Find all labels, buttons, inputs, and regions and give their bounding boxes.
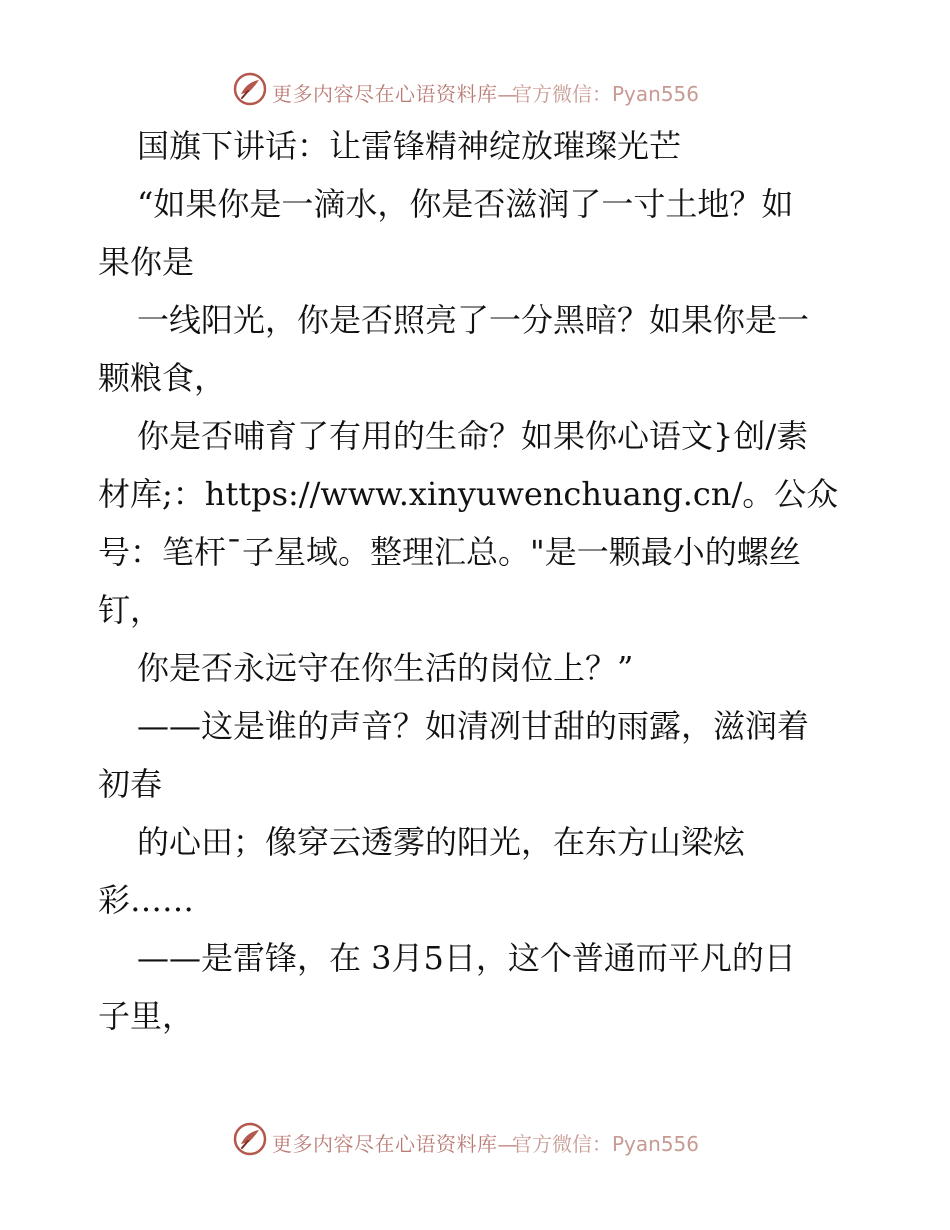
pen-logo-icon bbox=[233, 1122, 267, 1156]
text-line: 号：笔杆¯子星域。整理汇总。"是一颗最小的螺丝 bbox=[98, 533, 801, 571]
text-line: 彩…… bbox=[98, 881, 195, 919]
header-wechat-text: 官方微信：Pyan556 bbox=[512, 82, 700, 106]
document-title: 国旗下讲话：让雷锋精神绽放璀璨光芒 bbox=[137, 127, 682, 165]
text-line: 材库;：https://www.xinyuwenchuang.cn/。公众 bbox=[98, 475, 839, 513]
footer-watermark-banner bbox=[0, 1120, 950, 1160]
text-line: 你是否永远守在你生活的岗位上？” bbox=[137, 649, 634, 687]
text-line: 你是否哺育了有用的生命？如果你心语文}创/素 bbox=[137, 417, 809, 455]
header-banner-text: 更多内容尽在心语资料库— bbox=[272, 82, 518, 106]
text-line: 一线阳光，你是否照亮了一分黑暗？如果你是一 bbox=[137, 301, 810, 339]
text-line: ——这是谁的声音？如清冽甘甜的雨露，滋润着 bbox=[137, 707, 810, 745]
text-line: 果你是 bbox=[98, 243, 195, 281]
text-line: “如果你是一滴水，你是否滋润了一寸土地？如 bbox=[137, 185, 794, 223]
footer-banner-text: 更多内容尽在心语资料库— bbox=[272, 1132, 518, 1156]
text-line: 钉， bbox=[98, 591, 163, 629]
text-line: 的心田；像穿云透雾的阳光，在东方山梁炫 bbox=[137, 823, 746, 861]
text-line: 颗粮食， bbox=[98, 359, 227, 397]
text-line: ——是雷锋，在 3月5日，这个普通而平凡的日 bbox=[137, 939, 796, 977]
footer-wechat-text: 官方微信：Pyan556 bbox=[512, 1132, 700, 1156]
text-line: 子里， bbox=[98, 997, 195, 1035]
text-line: 初春 bbox=[98, 765, 163, 803]
